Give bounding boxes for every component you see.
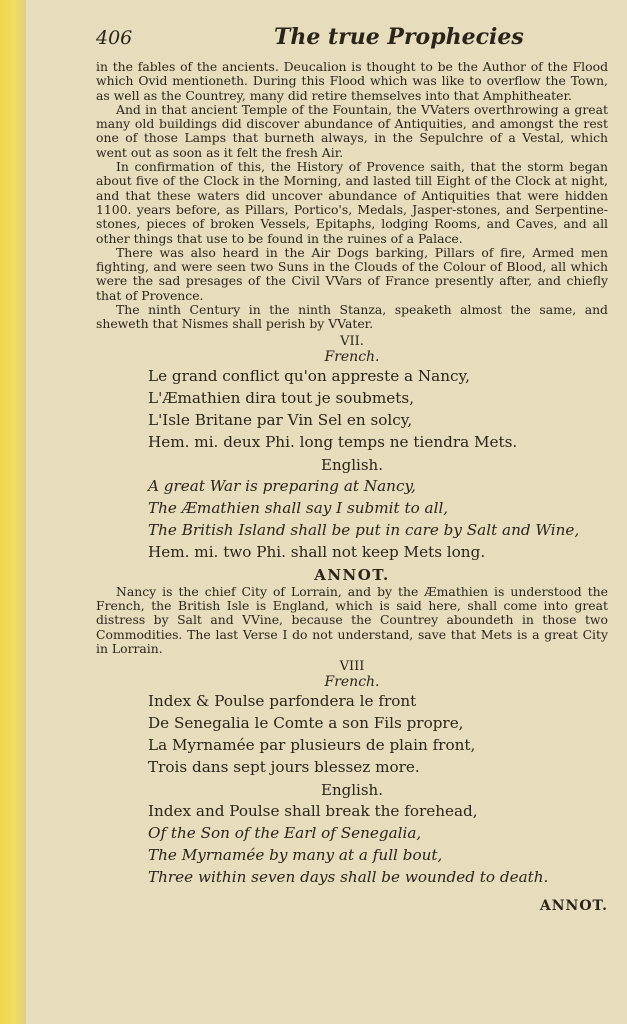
english-verse — [148, 475, 608, 563]
verse-line: The Æmathien shall say I submit to all, — [148, 498, 449, 517]
catchword: ANNOT. — [539, 897, 608, 914]
verse-line: The British Island shall be put in care by Salt and Wine, — [148, 520, 580, 539]
french-verse — [148, 690, 608, 778]
verse-line: De Senegalia le Comte a son Fils propre, — [148, 713, 464, 732]
verse-line: Le grand conflict qu'on appreste a Nancy, — [148, 366, 470, 385]
paragraph: In confirmation of this, the History of Provence saith, that the storm began about five of the Clock in the Morning, and lasted till Eight of the Clock at night, and that these waters did uncover abundance of Antiquities that were hidden 1100. years before, as Pillars, Portico's, Medals, Jasper-stones, and Serpentine-stones, pieces of broken Vessels, Epitaphs, lodging Rooms, and Caves, and all other things that use to be found in the ruines of a Palace. — [96, 159, 608, 246]
verse-line: Index & Poulse parfondera le front — [148, 691, 417, 710]
paragraph: in the fables of the ancients. Deucalion is thought to be the Author of the Flood which Ovid mentioneth. During this Flood which was like to overflow the Town, as well as the Countrey, many did retire themselves into that Amphitheater. — [96, 59, 608, 103]
annotation-heading: ANNOT. — [314, 565, 390, 584]
paragraph: The ninth Century in the ninth Stanza, speaketh almost the same, and sheweth that Nismes shall perish by VVater. — [96, 302, 608, 332]
english-verse — [148, 800, 608, 888]
verse-line: The Myrnamée by many at a full bout, — [148, 845, 443, 864]
paragraph: And in that ancient Temple of the Fountain, the VVaters overthrowing a great many old buildings did discover abundance of Antiquities, and amongst the rest one of those Lamps that burneth always, in the Sepulchre of a Vestal, which went out as soon as it felt the fresh Air. — [96, 101, 608, 160]
french-label: French. — [324, 673, 380, 690]
english-label: English. — [321, 780, 383, 799]
verse-line: L'Æmathien dira tout je soubmets, — [148, 388, 415, 407]
verse-line: Trois dans sept jours blessez more. — [148, 757, 420, 776]
running-title: The true Prophecies — [274, 24, 524, 50]
french-verse — [148, 365, 608, 453]
verse-line: Hem. mi. deux Phi. long temps ne tiendra Mets. — [148, 432, 518, 451]
verse-line: Hem. mi. two Phi. shall not keep Mets long. — [148, 542, 486, 561]
verse-line: Index and Poulse shall break the forehead, — [148, 801, 478, 820]
verse-line: L'Isle Britane par Vin Sel en solcy, — [148, 410, 413, 429]
page-number: 406 — [96, 27, 133, 49]
english-label: English. — [321, 455, 383, 474]
stanza-number: VII. — [340, 333, 364, 349]
page-content — [96, 24, 608, 914]
page-header — [96, 24, 608, 60]
stanza-number: VIII — [339, 658, 365, 674]
verse-line: La Myrnamée par plusieurs de plain front, — [148, 735, 476, 754]
french-label: French. — [324, 348, 380, 365]
page-gutter-edge — [0, 0, 26, 1024]
paragraph: There was also heard in the Air Dogs barking, Pillars of fire, Armed men fighting, and were seen two Suns in the Clouds of the Colour of Blood, all which were the sad presages of the Civil VVars of France presently after, and chiefly that of Provence. — [96, 244, 608, 303]
annotation-text: Nancy is the chief City of Lorrain, and by the Æmathien is understood the French, the British Isle is England, which is said here, shall come into great distress by Salt and VVine, because the Countrey aboundeth in those two Commodities. The last Verse I do not understand, save that Mets is a great City in Lorrain. — [96, 583, 608, 657]
verse-line: Three within seven days shall be wounded to death. — [148, 867, 549, 886]
verse-line: A great War is preparing at Nancy, — [148, 476, 416, 495]
verse-line: Of the Son of the Earl of Senegalia, — [148, 823, 422, 842]
